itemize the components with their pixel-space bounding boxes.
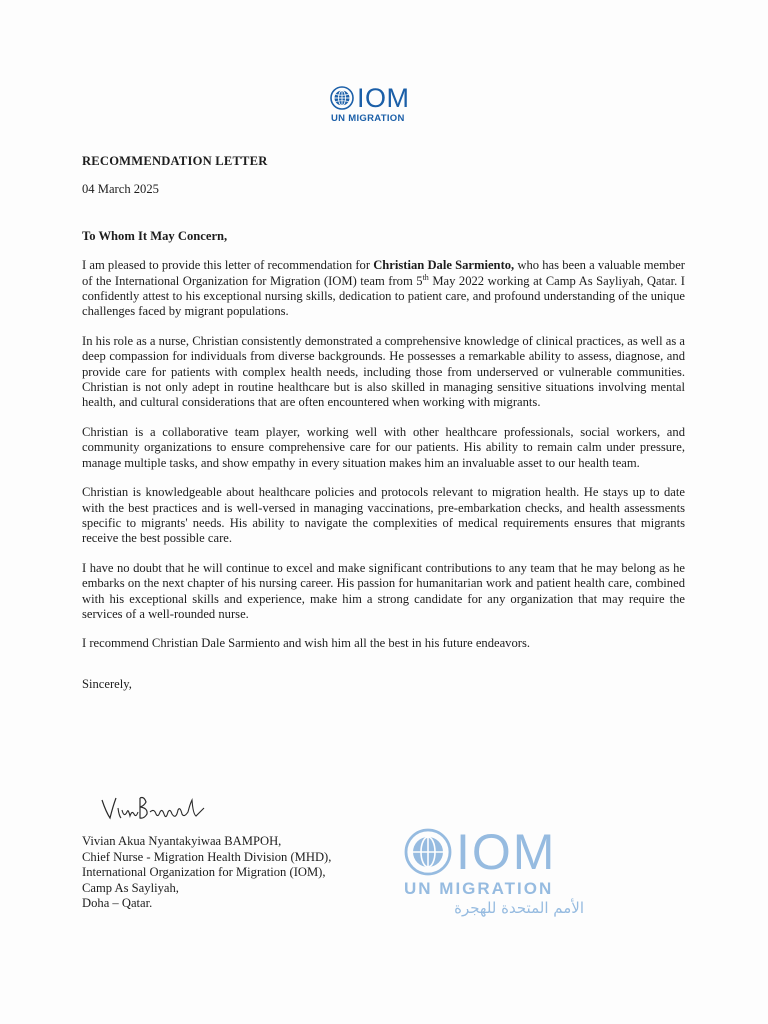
salutation: To Whom It May Concern, [82, 228, 228, 243]
paragraph-teamwork: Christian is a collaborative team player, working well with other healthcare professionals, social workers, and community organizations to ensure comprehensive care for our patients. His ability to remain calm under pressure, manage multiple tasks, and show empathy in every situation makes him an invaluable asset to our health team. [82, 424, 685, 470]
signatory-organization: International Organization for Migration (IOM), [82, 865, 326, 880]
letter-heading: RECOMMENDATION LETTER [82, 154, 268, 168]
paragraph-intro [82, 258, 685, 320]
signature-block [82, 834, 331, 912]
paragraph-knowledge: Christian is knowledgeable about healthcare policies and protocols relevant to migration health. He stays up to date with the best practices and is well-versed in managing vaccinations, pre-embarkation checks, and health assessments specific to migrants' needs. His ability to navigate the complexities of medical requirements ensures that migrants receive the best possible care. [82, 485, 685, 546]
stamp-subtitle: UN MIGRATION [404, 879, 554, 898]
signatory-city: Doha – Qatar. [82, 896, 153, 911]
signatory-title: Chief Nurse - Migration Health Division (MHD), [82, 849, 332, 864]
signatory-name: Vivian Akua Nyantakyiwaa BAMPOH, [82, 834, 282, 848]
paragraph-conclusion: I have no doubt that he will continue to excel and make significant contributions to any team that he may belong as he embarks on the next chapter of his nursing career. His passion for humanitarian work and patient health care, combined with his exceptional skills and experience, make him a strong candidate for any organization that may require the services of a well-rounded nurse. [82, 560, 685, 621]
stamp-arabic-text: الأمم المتحدة للهجرة [454, 899, 584, 917]
letter-date: 04 March 2025 [82, 182, 159, 197]
logo-wordmark: IOM [357, 83, 410, 113]
stamp-wordmark: IOM [456, 824, 557, 880]
official-stamp [404, 826, 584, 926]
un-globe-icon [330, 86, 354, 110]
iom-logo [330, 84, 430, 126]
paragraph-role: In his role as a nurse, Christian consistently demonstrated a comprehensive knowledge of clinical practices, as well as a deep compassion for individuals from diverse backgrounds. He possesses a remarkable ability to assess, diagnose, and provide care for patients with complex health needs, including those from underserved or vulnerable communities. Christian is not only adept in routine healthcare but is also skilled in managing sensitive situations involving mental health, and cultural considerations that are often encountered when working with migrants. [82, 333, 685, 410]
logo-subtitle: UN MIGRATION [331, 113, 405, 124]
paragraph-recommendation: I recommend Christian Dale Sarmiento and wish him all the best in his future endeavors. [82, 636, 531, 651]
candidate-name: Christian Dale Sarmiento, [373, 258, 515, 273]
signatory-location: Camp As Sayliyah, [82, 880, 179, 895]
un-globe-icon [404, 828, 452, 876]
closing: Sincerely, [82, 676, 132, 691]
intro-text-start: I am pleased to provide this letter of recommendation for [82, 258, 374, 273]
intro-text-end: May 2022 working at Camp As Sayliyah, Qatar. I confidently attest to his exceptional nursing skills, dedication to patient care, and profound understanding of the unique challenges faced by migrant populations. [82, 273, 685, 319]
intro-text-middle: who has been a valuable member of the International Organization for Migration (IOM) team from 5 [82, 258, 685, 288]
handwritten-signature [100, 790, 220, 826]
ordinal-suffix: th [422, 272, 429, 282]
letter-body [82, 154, 685, 692]
